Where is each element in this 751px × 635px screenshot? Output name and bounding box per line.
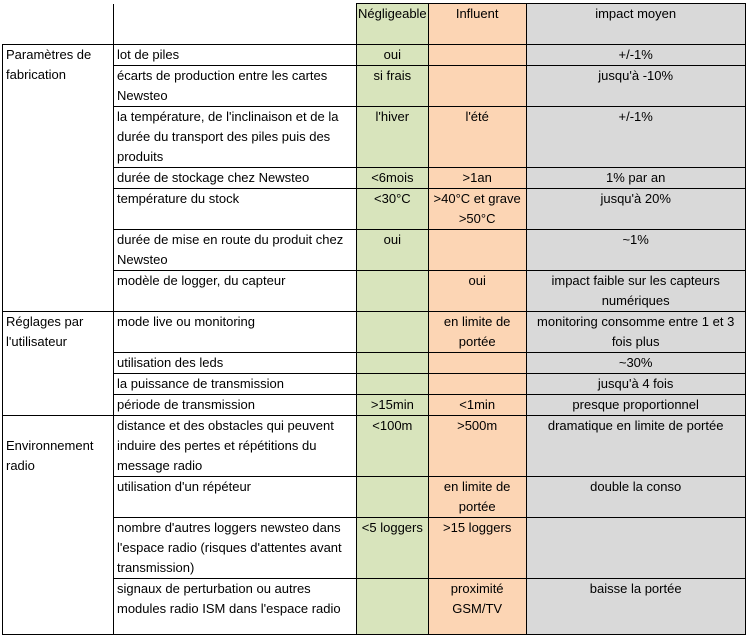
impact-cell: baisse la portée (526, 579, 745, 635)
impact-cell: jusqu'à -10% (526, 66, 745, 107)
param-cell: mode live ou monitoring (114, 312, 357, 353)
param-cell: écarts de production entre les cartes Newsteo (114, 66, 357, 107)
influent-cell: >40°C et grave >50°C (428, 189, 526, 230)
header-impact: impact moyen (526, 4, 745, 45)
impact-cell: impact faible sur les capteurs numériques (526, 271, 745, 312)
section-title: Paramètres de fabrication (3, 45, 114, 312)
header-negligeable: Négligeable (357, 4, 429, 45)
influent-cell: >15 loggers (428, 518, 526, 579)
param-cell: nombre d'autres loggers newsteo dans l'espace radio (risques d'attentes avant transmission) (114, 518, 357, 579)
table-row (3, 189, 746, 230)
table-row (3, 168, 746, 189)
param-cell: lot de piles (114, 45, 357, 66)
negligeable-cell (357, 477, 429, 518)
table-row (3, 579, 746, 635)
negligeable-cell: si frais (357, 66, 429, 107)
header-influent: Influent (428, 4, 526, 45)
table-row (3, 230, 746, 271)
influent-cell: en limite de portée (428, 312, 526, 353)
impact-cell: dramatique en limite de portée (526, 416, 745, 477)
table-row (3, 66, 746, 107)
param-cell: température du stock (114, 189, 357, 230)
negligeable-cell: <100m (357, 416, 429, 477)
negligeable-cell (357, 374, 429, 395)
table-row (3, 518, 746, 579)
param-cell: durée de mise en route du produit chez Newsteo (114, 230, 357, 271)
impact-cell: jusqu'à 4 fois (526, 374, 745, 395)
section-title: Environnement radio (3, 416, 114, 635)
table-row (3, 395, 746, 416)
table-row (3, 45, 746, 66)
header-blank (114, 4, 357, 45)
influent-cell: oui (428, 271, 526, 312)
param-cell: distance et des obstacles qui peuvent induire des pertes et répétitions du message radio (114, 416, 357, 477)
param-cell: signaux de perturbation ou autres modules radio ISM dans l'espace radio (114, 579, 357, 635)
influent-cell: en limite de portée (428, 477, 526, 518)
negligeable-cell: <5 loggers (357, 518, 429, 579)
negligeable-cell: >15min (357, 395, 429, 416)
table-row (3, 107, 746, 168)
impact-cell: jusqu'à 20% (526, 189, 745, 230)
header-row (3, 4, 746, 45)
impact-cell: double la conso (526, 477, 745, 518)
negligeable-cell: <30°C (357, 189, 429, 230)
negligeable-cell: <6mois (357, 168, 429, 189)
table-row (3, 312, 746, 353)
influent-cell (428, 230, 526, 271)
section-title: Réglages par l'utilisateur (3, 312, 114, 416)
impact-table (2, 3, 746, 635)
impact-cell: +/-1% (526, 45, 745, 66)
param-cell: période de transmission (114, 395, 357, 416)
param-cell: la température, de l'inclinaison et de la durée du transport des piles puis des produits (114, 107, 357, 168)
table-row (3, 374, 746, 395)
influent-cell: >500m (428, 416, 526, 477)
param-cell: modèle de logger, du capteur (114, 271, 357, 312)
impact-cell: 1% par an (526, 168, 745, 189)
influent-cell (428, 374, 526, 395)
negligeable-cell (357, 312, 429, 353)
table-row (3, 416, 746, 477)
impact-cell: ~1% (526, 230, 745, 271)
negligeable-cell (357, 353, 429, 374)
negligeable-cell: oui (357, 45, 429, 66)
impact-cell: ~30% (526, 353, 745, 374)
impact-cell (526, 518, 745, 579)
param-cell: durée de stockage chez Newsteo (114, 168, 357, 189)
negligeable-cell: oui (357, 230, 429, 271)
table-row (3, 353, 746, 374)
influent-cell: <1min (428, 395, 526, 416)
param-cell: utilisation des leds (114, 353, 357, 374)
header-blank (3, 4, 114, 45)
negligeable-cell (357, 271, 429, 312)
influent-cell (428, 353, 526, 374)
table-row (3, 477, 746, 518)
impact-cell: monitoring consomme entre 1 et 3 fois plus (526, 312, 745, 353)
influent-cell (428, 45, 526, 66)
influent-cell (428, 66, 526, 107)
negligeable-cell: l'hiver (357, 107, 429, 168)
param-cell: la puissance de transmission (114, 374, 357, 395)
impact-cell: +/-1% (526, 107, 745, 168)
negligeable-cell (357, 579, 429, 635)
table-row (3, 271, 746, 312)
influent-cell: >1an (428, 168, 526, 189)
influent-cell: proximité GSM/TV (428, 579, 526, 635)
param-cell: utilisation d'un répéteur (114, 477, 357, 518)
influent-cell: l'été (428, 107, 526, 168)
impact-cell: presque proportionnel (526, 395, 745, 416)
